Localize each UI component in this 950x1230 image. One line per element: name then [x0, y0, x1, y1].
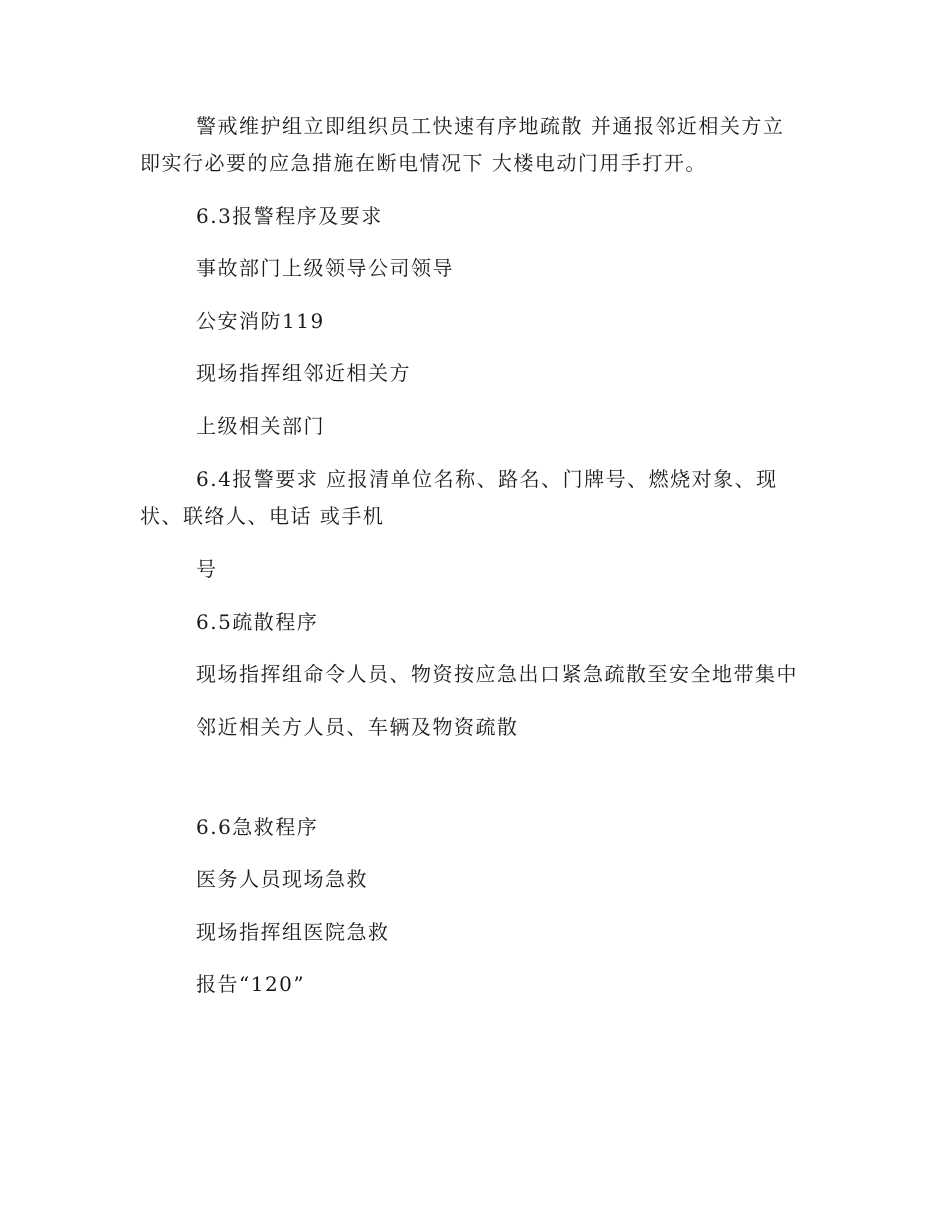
list-item: 现场指挥组医院急救 — [196, 920, 390, 944]
list-item: 邻近相关方人员、车辆及物资疏散 — [196, 715, 519, 739]
paragraph-line: 警戒维护组立即组织员工快速有序地疏散 并通报邻近相关方立 — [196, 114, 785, 138]
paragraph-line: 6.4报警要求 应报清单位名称、路名、门牌号、燃烧对象、现 — [196, 467, 778, 491]
list-item: 上级相关部门 — [196, 414, 325, 438]
list-item: 事故部门上级领导公司领导 — [196, 256, 454, 280]
paragraph-line: 号 — [196, 557, 218, 581]
list-item: 现场指挥组邻近相关方 — [196, 361, 411, 385]
paragraph-line: 状、联络人、电话 或手机 — [140, 504, 385, 528]
section-heading: 6.6急救程序 — [196, 815, 319, 839]
list-item: 公安消防119 — [196, 309, 325, 333]
section-heading: 6.3报警程序及要求 — [196, 204, 383, 228]
list-item: 现场指挥组命令人员、物资按应急出口紧急疏散至安全地带集中 — [196, 662, 798, 686]
list-item: 医务人员现场急救 — [196, 867, 368, 891]
list-item: 报告“120” — [196, 972, 306, 996]
section-heading: 6.5疏散程序 — [196, 610, 319, 634]
paragraph-line: 即实行必要的应急措施在断电情况下 大楼电动门用手打开。 — [140, 151, 707, 175]
